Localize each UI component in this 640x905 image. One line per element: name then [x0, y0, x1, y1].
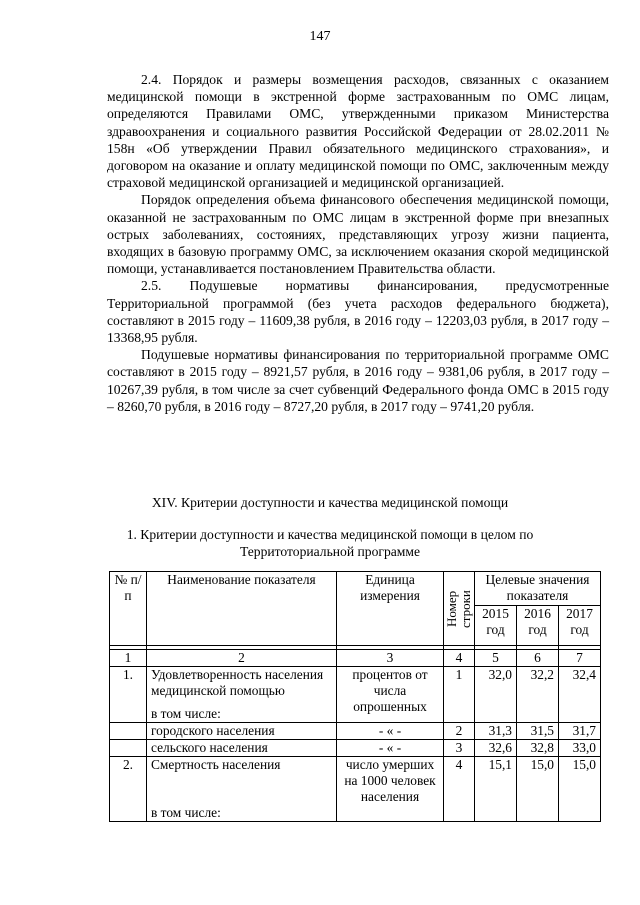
table-row: [110, 740, 601, 757]
paragraph-oms-norms: Подушевые нормативы финансирования по территориальной программе ОМС составляют в 2015 году – 8921,57 рубля, в 2016 году – 9381,06 рубля, в 2017 году – 10267,39 рубля, в том числе за счет субвенций Федерального фонда ОМС в 2015 году – 8260,70 рубля, в 2016 году – 8727,20 рубля, в 2017 году – 9741,20 рубля.: [107, 347, 609, 414]
row-2017: 33,0: [559, 740, 601, 757]
col-number: 3: [337, 650, 444, 667]
page-number: 147: [309, 29, 331, 44]
col-number: 2: [147, 650, 337, 667]
header-num: № п/п: [110, 572, 147, 646]
row-name: сельского населения: [147, 740, 337, 757]
col-number: 4: [444, 650, 475, 667]
row-name: Смертность населения: [151, 757, 281, 772]
row-name-cell: [147, 667, 337, 723]
row-num: 1.: [110, 667, 147, 723]
paragraph-2-5: 2.5. Подушевые нормативы финансирования, предусмотренные Территориальной программой (без учета расходов федерального бюджета), составляют в 2015 году – 11609,38 рубля, в 2016 году – 12203,03 рубля, в 2017 году – 13368,95 рубля.: [107, 278, 609, 346]
header-2016: 2016 год: [517, 606, 559, 646]
header-name: Наименование показателя: [147, 572, 337, 646]
row-sub: в том числе:: [151, 706, 221, 721]
row-sub: в том числе:: [151, 805, 221, 820]
header-row-no: Номер строки: [444, 590, 473, 628]
section-title: XIV. Критерии доступности и качества медицинской помощи: [151, 495, 509, 510]
row-name: городского населения: [147, 723, 337, 740]
col-number: 7: [559, 650, 601, 667]
row-2015: 31,3: [475, 723, 517, 740]
table-row: [110, 757, 601, 822]
col-number: 6: [517, 650, 559, 667]
header-target: Целевые значения показателя: [475, 572, 601, 606]
row-2016: 15,0: [517, 757, 559, 822]
paragraph-2-4: 2.4. Порядок и размеры возмещения расходов, связанных с оказанием медицинской помощи в экстренной форме застрахованным по ОМС лицам, определяются Правилами ОМС, утвержденными приказом Министерства здравоохранения и социального развития Российской Федерации от 28.02.2011 № 158н «Об утверждении Правил обязательного медицинского страхования», и договором на оказание и оплату медицинской помощи по ОМС, заключенным между страховой медицинской организацией и медицинской организацией.: [107, 72, 609, 191]
row-unit: - « -: [337, 740, 444, 757]
row-2015: 15,1: [475, 757, 517, 822]
row-2016: 32,8: [517, 740, 559, 757]
table-row: [110, 723, 601, 740]
header-2017: 2017 год: [559, 606, 601, 646]
header-2015: 2015 год: [475, 606, 517, 646]
subsection-title: [30, 526, 630, 560]
paragraph-order: Порядок определения объема финансового обеспечения медицинской помощи, оказанной не застрахованным по ОМС лицам в экстренной форме при внезапных острых заболеваниях, состояниях, представляющих угрозу жизни пациента, входящих в базовую программу ОМС, за исключением оказания скорой медицинской помощи, устанавливается постановлением Правительства области.: [107, 192, 609, 277]
row-name-cell: [147, 757, 337, 822]
header-unit: Единица измерения: [337, 572, 444, 646]
row-no: 1: [444, 667, 475, 723]
body-text: [107, 71, 609, 415]
row-2016: 32,2: [517, 667, 559, 723]
row-no: 4: [444, 757, 475, 822]
row-num: [110, 723, 147, 740]
subsection-title-line2: Территоториальной программе: [239, 544, 421, 560]
row-2015: 32,0: [475, 667, 517, 723]
row-2017: 31,7: [559, 723, 601, 740]
row-unit: число умерших на 1000 человек населения: [337, 757, 444, 822]
row-2017: 15,0: [559, 757, 601, 822]
row-name: Удовлетворенность населения медицинской помощью: [151, 667, 324, 698]
col-number: 5: [475, 650, 517, 667]
row-unit: процентов от числа опрошенных: [337, 667, 444, 723]
subsection-title-line1: 1. Критерии доступности и качества медицинской помощи в целом по: [126, 527, 534, 542]
col-number: 1: [110, 650, 147, 667]
header-row-no-cell: [444, 572, 475, 646]
row-num: [110, 740, 147, 757]
row-unit: - « -: [337, 723, 444, 740]
row-no: 3: [444, 740, 475, 757]
row-num: 2.: [110, 757, 147, 822]
criteria-table: [109, 571, 601, 822]
row-2015: 32,6: [475, 740, 517, 757]
row-2017: 32,4: [559, 667, 601, 723]
table-row: [110, 667, 601, 723]
row-2016: 31,5: [517, 723, 559, 740]
row-no: 2: [444, 723, 475, 740]
